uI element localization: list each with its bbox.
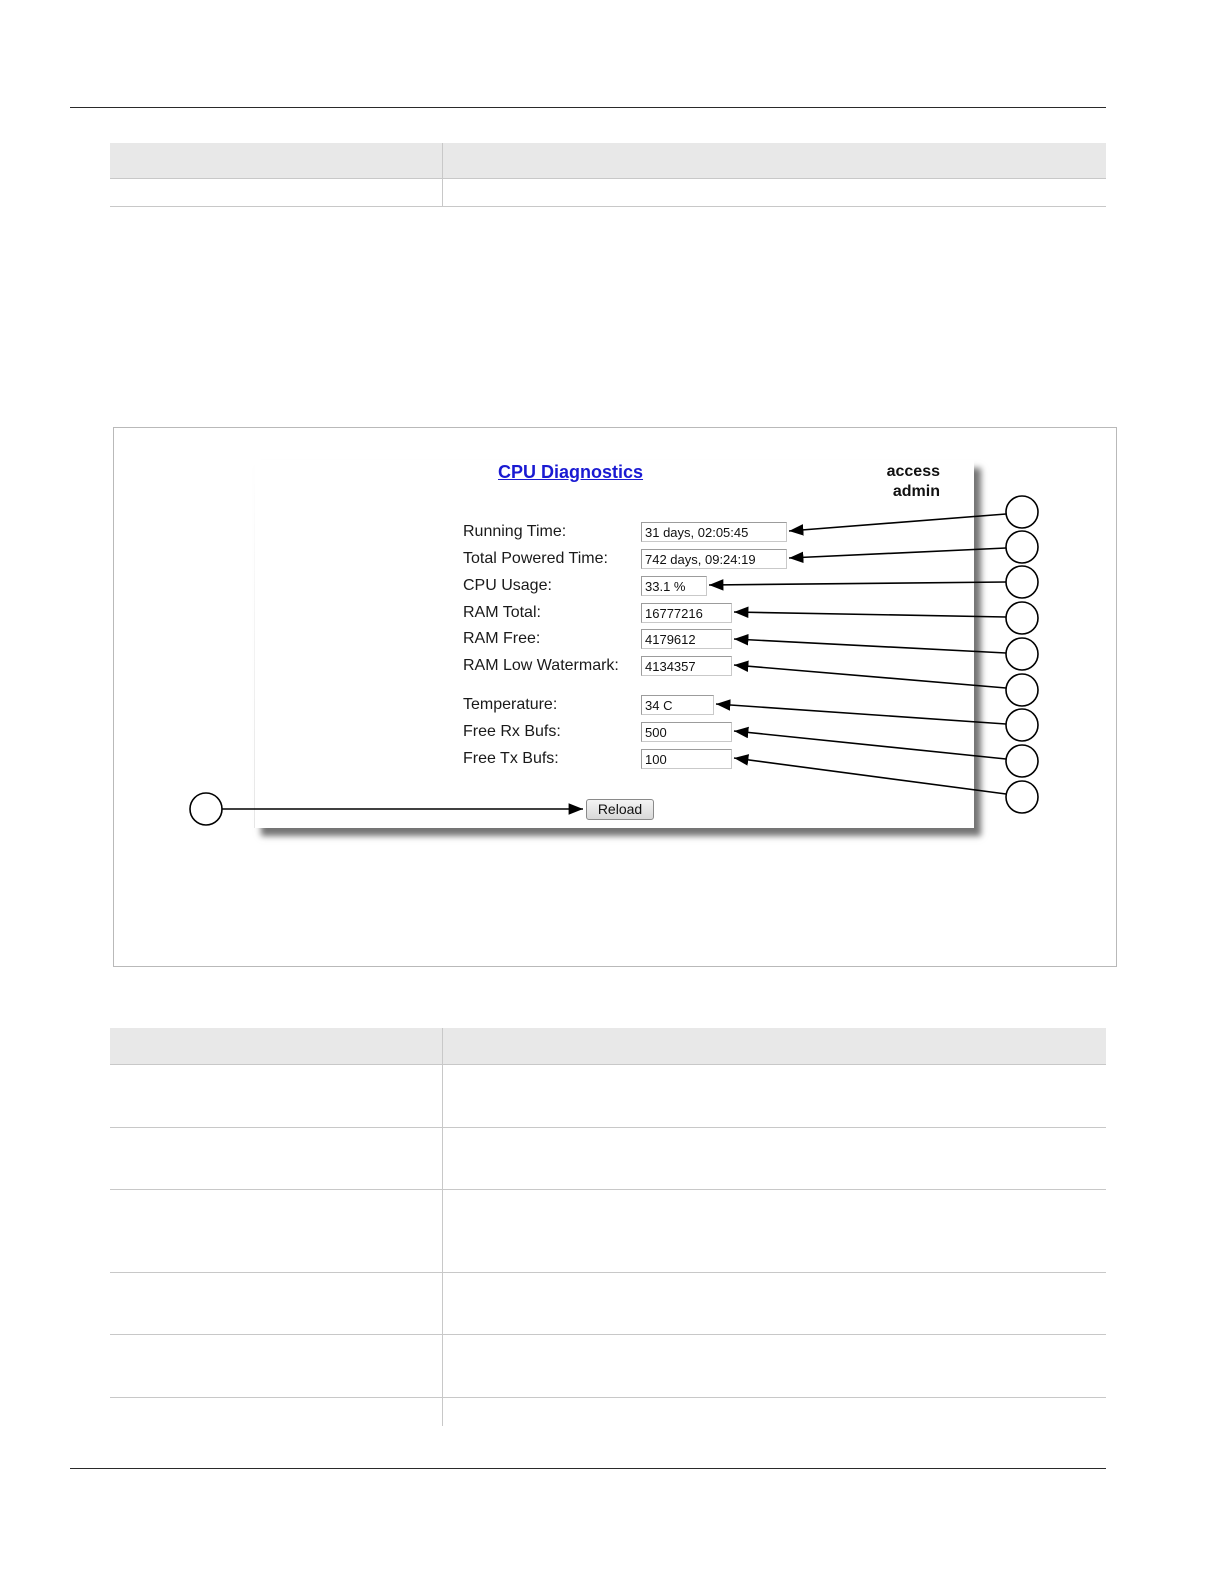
lower-table-column-divider (442, 1028, 443, 1426)
access-label: access (886, 463, 940, 480)
callout-circle-8 (1006, 745, 1038, 777)
lower-table-row (110, 1128, 1106, 1190)
ram-free-label: RAM Free: (463, 630, 541, 647)
free-tx-bufs-label: Free Tx Bufs: (463, 750, 559, 767)
ram-low-watermark-field[interactable]: 4134357 (641, 656, 732, 676)
callout-arrow-9 (734, 758, 1006, 794)
callout-circle-7 (1006, 709, 1038, 741)
callout-arrow-6 (734, 665, 1006, 688)
cpu-usage-label: CPU Usage: (463, 577, 552, 594)
lower-table-row (110, 1273, 1106, 1335)
callout-circle-3 (1006, 566, 1038, 598)
callout-arrow-7 (716, 704, 1006, 724)
callout-circle-2 (1006, 531, 1038, 563)
callout-circle-reload (190, 793, 222, 825)
running-time-label: Running Time: (463, 523, 567, 540)
callout-arrow-4 (734, 612, 1006, 617)
total-powered-time-field[interactable]: 742 days, 09:24:19 (641, 549, 787, 569)
lower-table (110, 1028, 1106, 1426)
callout-circle-4 (1006, 602, 1038, 634)
free-tx-bufs-field[interactable]: 100 (641, 749, 732, 769)
cpu-usage-field[interactable]: 33.1 % (641, 576, 707, 596)
temperature-field[interactable]: 34 C (641, 695, 714, 715)
total-powered-time-label: Total Powered Time: (463, 550, 608, 567)
callout-arrow-5 (734, 639, 1006, 653)
callout-circle-9 (1006, 781, 1038, 813)
running-time-field[interactable]: 31 days, 02:05:45 (641, 522, 787, 542)
page-title[interactable]: CPU Diagnostics (498, 462, 644, 482)
temperature-label: Temperature: (463, 696, 558, 713)
lower-table-row (110, 1190, 1106, 1273)
callout-circle-6 (1006, 674, 1038, 706)
access-user: admin (892, 483, 940, 500)
ram-total-label: RAM Total: (463, 604, 541, 621)
lower-table-row (110, 1335, 1106, 1398)
reload-button[interactable]: Reload (586, 799, 654, 820)
callout-circle-5 (1006, 638, 1038, 670)
callout-arrow-2 (789, 548, 1006, 558)
ram-total-field[interactable]: 16777216 (641, 603, 732, 623)
lower-table-header-row (110, 1028, 1106, 1065)
callout-arrow-3 (709, 582, 1006, 585)
free-rx-bufs-label: Free Rx Bufs: (463, 723, 561, 740)
callout-arrow-8 (734, 731, 1006, 759)
ram-low-watermark-label: RAM Low Watermark: (463, 657, 619, 674)
ram-free-field[interactable]: 4179612 (641, 629, 732, 649)
lower-table-row (110, 1065, 1106, 1128)
free-rx-bufs-field[interactable]: 500 (641, 722, 732, 742)
callout-circle-1 (1006, 496, 1038, 528)
callout-arrow-1 (789, 514, 1006, 531)
